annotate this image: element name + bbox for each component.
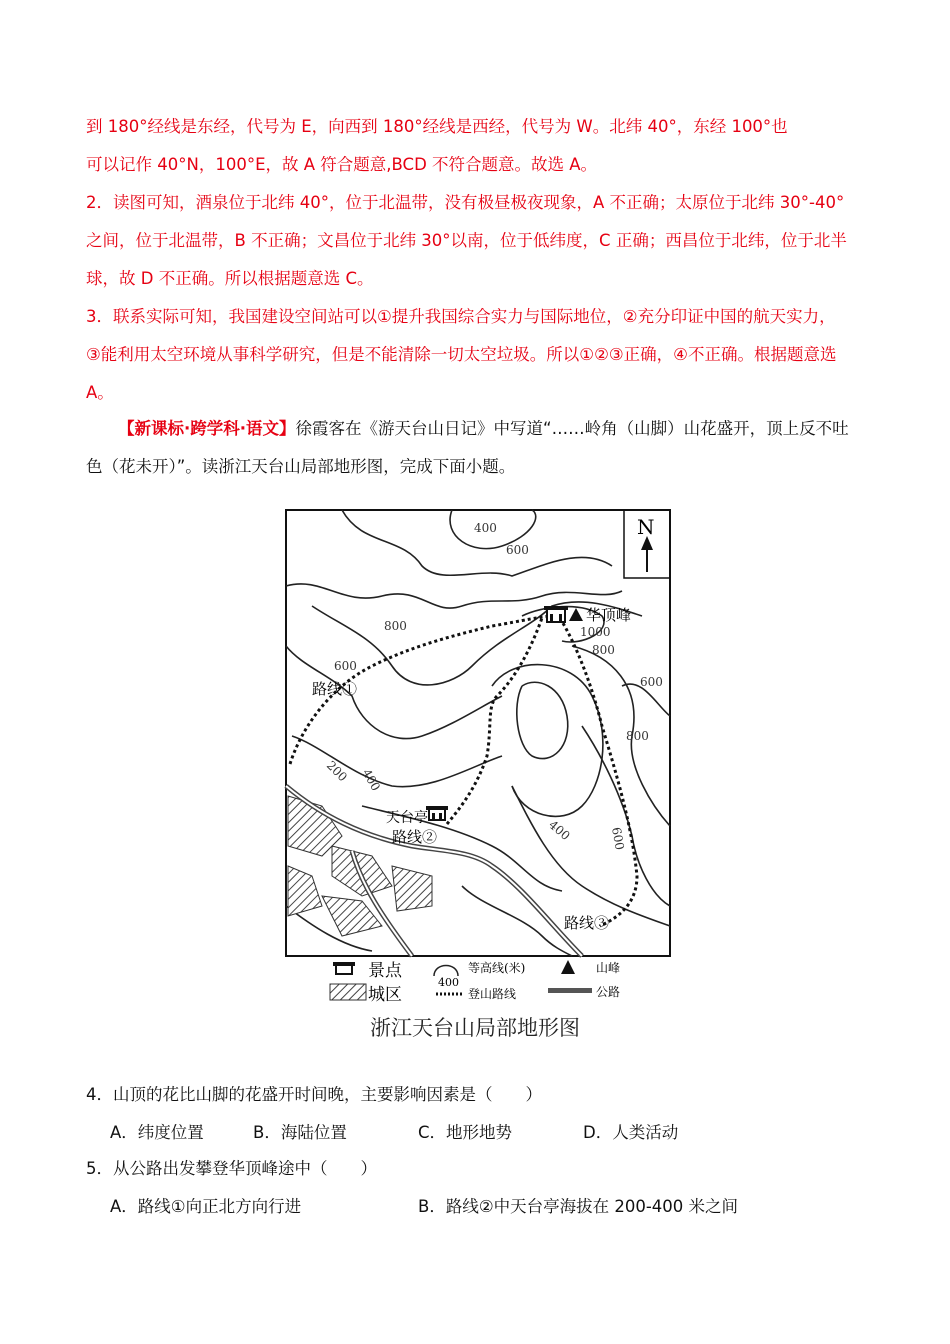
intro-text: 徐霞客在《游天台山日记》中写道“……岭角（山脚）山花盛开，顶上反不吐 — [295, 419, 849, 438]
pavilion-scenic-icon — [426, 806, 448, 820]
question-5-option-a: A．路线①向正北方向行进 — [110, 1197, 302, 1216]
map-frame — [286, 510, 670, 956]
legend-contour-icon — [434, 966, 458, 977]
route-2-label: 路线② — [392, 828, 438, 846]
svg-text:400: 400 — [359, 766, 383, 794]
answer-2-line-2: 之间，位于北温带，B 不正确；文昌位于北纬 30°以南，位于低纬度，C 正确；西昌位于北纬，位于北半 — [86, 231, 847, 250]
map-caption: 浙江天台山局部地形图 — [370, 1016, 580, 1040]
question-5-option-b: B．路线②中天台亭海拔在 200-400 米之间 — [418, 1197, 739, 1216]
legend-scenic-label: 景点 — [368, 961, 402, 981]
legend-peak-label: 山峰 — [596, 961, 621, 975]
question-5-stem: 5．从公路出发攀登华顶峰途中（ ） — [86, 1159, 377, 1178]
svg-text:800: 800 — [592, 643, 615, 657]
answer-1-line-1: 到 180°经线是东经，代号为 E，向西到 180°经线是西经，代号为 W。北纬 40°，东经 100°也 — [86, 117, 788, 136]
legend-road-label: 公路 — [596, 985, 621, 999]
legend-scenic-icon — [333, 962, 355, 974]
svg-text:800: 800 — [384, 619, 407, 633]
intro-line-2: 色（花未开）”。读浙江天台山局部地形图，完成下面小题。 — [86, 457, 516, 476]
svg-text:200: 200 — [323, 758, 350, 785]
answer-2-line-1: 2．读图可知，酒泉位于北纬 40°，位于北温带，没有极昼极夜现象，A 不正确；太原位于北纬 30°-40° — [86, 193, 845, 212]
svg-text:600: 600 — [640, 675, 663, 689]
question-4-option-b: B．海陆位置 — [253, 1123, 347, 1142]
legend-peak-icon — [561, 960, 575, 974]
map-legend — [330, 960, 620, 1005]
svg-text:1000: 1000 — [580, 625, 611, 639]
svg-text:600: 600 — [334, 659, 357, 673]
legend-contour-label: 等高线(米) — [468, 961, 526, 975]
peak-name-label: 华顶峰 — [586, 606, 632, 624]
route-1-label: 路线① — [312, 680, 358, 698]
question-4-option-d: D．人类活动 — [583, 1123, 679, 1142]
question-4-option-a: A．纬度位置 — [110, 1123, 204, 1142]
answer-3-line-3: A。 — [86, 383, 114, 402]
answer-3-line-1: 3．联系实际可知，我国建设空间站可以①提升我国综合实力与国际地位，②充分印证中国的航天实力， — [86, 307, 836, 326]
legend-city-swatch — [330, 984, 366, 1000]
north-label: N — [637, 515, 655, 539]
legend-road-icon — [548, 988, 592, 993]
answer-2-line-3: 球，故 D 不正确。所以根据题意选 C。 — [86, 269, 374, 288]
svg-text:800: 800 — [626, 729, 649, 743]
pavilion-name-label: 天台亭 — [386, 810, 428, 826]
question-4-stem: 4．山顶的花比山脚的花盛开时间晚，主要影响因素是（ ） — [86, 1085, 542, 1104]
summit-scenic-icon — [544, 606, 568, 622]
answer-1-line-2: 可以记作 40°N，100°E，故 A 符合题意,BCD 不符合题意。故选 A。 — [86, 155, 598, 174]
svg-text:600: 600 — [609, 826, 627, 852]
intro-line-1 — [118, 418, 849, 440]
topographic-map — [282, 506, 672, 1006]
route-3-label: 路线③ — [564, 914, 610, 932]
legend-contour-sample: 400 — [438, 976, 459, 989]
legend-city-label: 城区 — [368, 985, 402, 1005]
legend-route-label: 登山路线 — [468, 987, 517, 1001]
subject-tag: 【新课标·跨学科·语文】 — [118, 419, 296, 438]
svg-text:400: 400 — [546, 817, 573, 844]
svg-text:400: 400 — [474, 521, 497, 535]
svg-text:600: 600 — [506, 543, 529, 557]
question-4-option-c: C．地形地势 — [418, 1123, 513, 1142]
answer-3-line-2: ③能利用太空环境从事科学研究，但是不能清除一切太空垃圾。所以①②③正确，④不正确。根据题意选 — [86, 345, 837, 364]
